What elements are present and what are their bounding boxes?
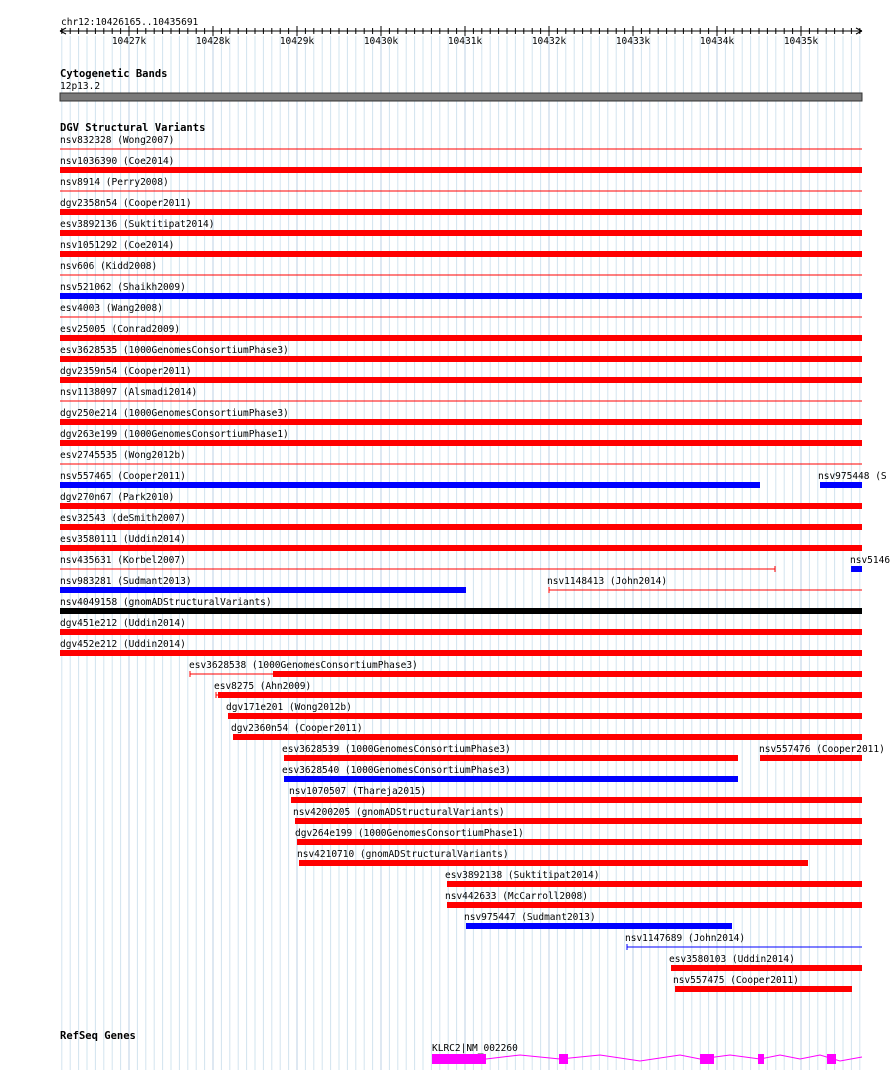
sv-label: esv3580103 (Uddin2014) (669, 954, 795, 965)
ruler-tick-label: 10429k (279, 36, 315, 47)
sv-label: nsv1147689 (John2014) (625, 933, 746, 944)
ruler-tick-label: 10427k (111, 36, 147, 47)
sv-label: nsv557465 (Cooper2011) (60, 471, 186, 482)
sv-label: nsv983281 (Sudmant2013) (60, 576, 192, 587)
sv-bar (297, 839, 862, 845)
sv-bar (273, 671, 862, 677)
sv-bar (60, 377, 862, 383)
sv-feature[interactable] (850, 555, 890, 572)
sv-bar (60, 650, 862, 656)
gene-intron-line (486, 1055, 862, 1061)
sv-label: nsv1148413 (John2014) (547, 576, 668, 587)
sv-bar (60, 482, 760, 488)
sv-label: esv8275 (Ahn2009) (214, 681, 312, 692)
sv-feature[interactable] (60, 471, 760, 488)
sv-bar (60, 440, 862, 446)
sv-label: nsv1036390 (Coe2014) (60, 156, 175, 167)
sv-feature[interactable] (282, 765, 738, 782)
sv-bar (218, 692, 862, 698)
sv-label: esv3628540 (1000GenomesConsortiumPhase3) (282, 765, 511, 776)
sv-label: nsv442633 (McCarroll2008) (445, 891, 588, 902)
sv-bar (447, 902, 862, 908)
sv-label: nsv975447 (Sudmant2013) (464, 912, 596, 923)
sv-bar (820, 482, 862, 488)
refseq-track-title: RefSeq Genes (60, 1030, 136, 1042)
ruler-tick-label: 10434k (699, 36, 735, 47)
sv-bar (60, 167, 862, 173)
gene-exon (559, 1054, 568, 1064)
sv-feature[interactable] (669, 954, 862, 971)
ruler-ticks (62, 26, 860, 47)
gene-exon (432, 1054, 486, 1064)
sv-bar (60, 587, 466, 593)
sv-label: nsv4049158 (gnomADStructuralVariants) (60, 597, 272, 608)
ruler-tick-label: 10431k (447, 36, 483, 47)
sv-label: esv25005 (Conrad2009) (60, 324, 181, 335)
ruler-tick-label: 10428k (195, 36, 231, 47)
sv-label: nsv1138097 (Alsmadi2014) (60, 387, 198, 398)
sv-label: dgv264e199 (1000GenomesConsortiumPhase1) (295, 828, 524, 839)
sv-label: nsv521062 (Shaikh2009) (60, 282, 186, 293)
gene-label: KLRC2|NM_002260 (432, 1043, 518, 1054)
sv-label: esv3628539 (1000GenomesConsortiumPhase3) (282, 744, 511, 755)
sv-label: dgv2358n54 (Cooper2011) (60, 198, 192, 209)
cytoband-bar[interactable] (60, 93, 862, 101)
sv-label: dgv270n67 (Park2010) (60, 492, 175, 503)
sv-bar (675, 986, 852, 992)
sv-bar (60, 629, 862, 635)
sv-bar (60, 293, 862, 299)
sv-label: dgv452e212 (Uddin2014) (60, 639, 186, 650)
sv-bar (299, 860, 808, 866)
sv-feature[interactable] (60, 555, 775, 572)
sv-label: dgv451e212 (Uddin2014) (60, 618, 186, 629)
sv-feature[interactable] (673, 975, 852, 992)
sv-feature[interactable] (297, 849, 808, 866)
gene-exon (700, 1054, 714, 1064)
dgv-track-title: DGV Structural Variants (60, 122, 206, 134)
sv-feature[interactable] (295, 828, 862, 845)
sv-label: nsv1051292 (Coe2014) (60, 240, 175, 251)
sv-feature[interactable] (226, 702, 862, 719)
sv-bar (60, 524, 862, 530)
ruler-tick-label: 10433k (615, 36, 651, 47)
cytoband-track-title: Cytogenetic Bands (60, 68, 168, 80)
sv-bar (60, 503, 862, 509)
sv-label: esv32543 (deSmith2007) (60, 513, 186, 524)
ruler-tick-label: 10430k (363, 36, 399, 47)
sv-feature[interactable] (445, 891, 862, 908)
sv-bar (671, 965, 862, 971)
sv-feature[interactable] (818, 471, 887, 488)
sv-bar (60, 419, 862, 425)
sv-bar (851, 566, 862, 572)
sv-feature[interactable] (214, 681, 862, 698)
sv-bar (60, 209, 862, 215)
sv-label: esv2745535 (Wong2012b) (60, 450, 186, 461)
sv-label: nsv975448 (S (818, 471, 887, 482)
sv-bar (284, 755, 738, 761)
sv-label: dgv263e199 (1000GenomesConsortiumPhase1) (60, 429, 289, 440)
sv-label: nsv5146 (850, 555, 890, 566)
sv-feature[interactable] (445, 870, 862, 887)
sv-label: nsv557475 (Cooper2011) (673, 975, 799, 986)
sv-bar (60, 608, 862, 614)
sv-bar (60, 356, 862, 362)
ruler-tick-label: 10435k (783, 36, 819, 47)
sv-bar (466, 923, 732, 929)
sv-label: esv3892138 (Suktitipat2014) (445, 870, 600, 881)
sv-bar (291, 797, 862, 803)
sv-feature[interactable] (759, 744, 885, 761)
sv-label: esv4003 (Wang2008) (60, 303, 163, 314)
sv-feature[interactable] (282, 744, 738, 761)
gene-exon (827, 1054, 836, 1064)
sv-label: esv3580111 (Uddin2014) (60, 534, 186, 545)
sv-bar (228, 713, 862, 719)
sv-label: dgv2359n54 (Cooper2011) (60, 366, 192, 377)
dgv-features (60, 135, 890, 992)
sv-bar (60, 335, 862, 341)
sv-label: dgv250e214 (1000GenomesConsortiumPhase3) (60, 408, 289, 419)
sv-label: nsv606 (Kidd2008) (60, 261, 158, 272)
sv-bar (284, 776, 738, 782)
sv-feature[interactable] (547, 576, 862, 593)
location-label: chr12:10426165..10435691 (61, 17, 199, 28)
sv-bar (60, 545, 862, 551)
sv-label: esv3628538 (1000GenomesConsortiumPhase3) (189, 660, 418, 671)
sv-feature[interactable] (293, 807, 862, 824)
gene-model-klrc2[interactable] (432, 1054, 862, 1064)
sv-label: nsv435631 (Korbel2007) (60, 555, 186, 566)
sv-bar (233, 734, 862, 740)
sv-bar (60, 230, 862, 236)
gene-exon (758, 1054, 764, 1064)
sv-label: nsv4200205 (gnomADStructuralVariants) (293, 807, 505, 818)
sv-feature[interactable] (189, 660, 862, 677)
sv-bar (60, 251, 862, 257)
sv-label: dgv171e201 (Wong2012b) (226, 702, 352, 713)
cytoband-label: 12p13.2 (60, 81, 101, 92)
sv-label: nsv1070507 (Thareja2015) (289, 786, 427, 797)
sv-label: nsv832328 (Wong2007) (60, 135, 175, 146)
sv-bar (760, 755, 862, 761)
sv-label: nsv8914 (Perry2008) (60, 177, 169, 188)
dgv-track (60, 122, 890, 992)
sv-label: esv3892136 (Suktitipat2014) (60, 219, 215, 230)
sv-bar (295, 818, 862, 824)
ruler-tick-label: 10432k (531, 36, 567, 47)
sv-label: nsv4210710 (gnomADStructuralVariants) (297, 849, 509, 860)
sv-label: esv3628535 (1000GenomesConsortiumPhase3) (60, 345, 289, 356)
sv-label: nsv557476 (Cooper2011) (759, 744, 885, 755)
sv-label: dgv2360n54 (Cooper2011) (231, 723, 363, 734)
sv-bar (447, 881, 862, 887)
